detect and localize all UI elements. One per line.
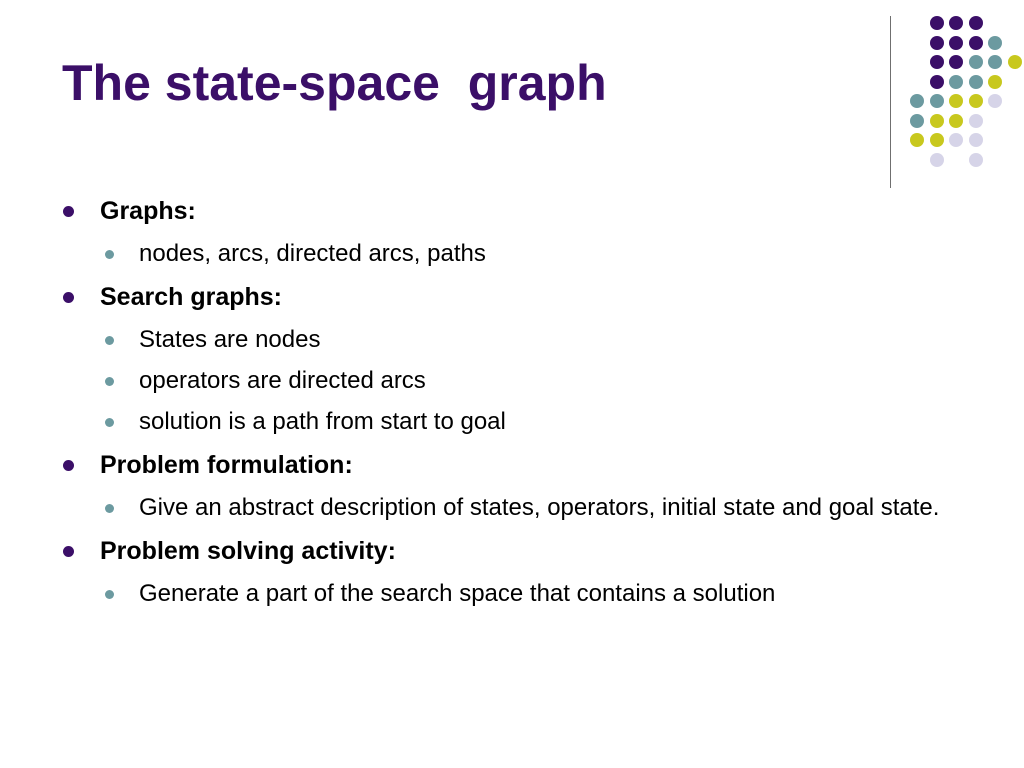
decor-dot [930,94,944,108]
sub-bullet-text: Generate a part of the search space that contains a solution [139,580,776,607]
sub-bullet-icon [105,418,114,427]
decor-dot [988,55,1002,69]
decor-dot [1008,55,1022,69]
decor-dot [949,75,963,89]
bullet-text: Graphs: [100,197,196,225]
sub-bullet-text: operators are directed arcs [139,367,426,394]
sub-bullet [60,324,970,356]
decor-dot [949,114,963,128]
bullet-icon [63,546,74,557]
decor-dot [910,133,924,147]
sub-bullet-icon [105,377,114,386]
sub-bullet-icon [105,336,114,345]
sub-bullet-text: nodes, arcs, directed arcs, paths [139,240,486,267]
sub-bullet-text: States are nodes [139,326,321,353]
decor-dot [969,153,983,167]
bullet-icon [63,292,74,303]
sub-bullet-icon [105,250,114,259]
slide-body [60,196,970,619]
decor-dot [969,16,983,30]
bullet-graphs [60,196,970,226]
decor-dot [949,36,963,50]
decor-dot [930,55,944,69]
decor-dot [969,94,983,108]
decor-dot [969,133,983,147]
sub-bullet-text: solution is a path from start to goal [139,408,506,435]
bullet-search-graphs [60,282,970,312]
slide-title: The state-space graph [62,55,607,111]
bullet-icon [63,460,74,471]
decor-dot [930,133,944,147]
sub-bullet [60,365,970,397]
bullet-text: Problem formulation: [100,451,353,479]
sub-bullet [60,406,970,438]
decor-dot [930,36,944,50]
sub-bullet-icon [105,590,114,599]
decor-dot [949,133,963,147]
decor-dot [969,114,983,128]
bullet-icon [63,206,74,217]
bullet-text: Problem solving activity: [100,537,396,565]
decor-dot [930,16,944,30]
decor-dot [988,75,1002,89]
decor-dot [930,153,944,167]
sub-bullet [60,238,970,270]
decor-dot [930,75,944,89]
decor-dot [969,36,983,50]
decor-dot [949,16,963,30]
decorative-dot-grid [900,10,1010,170]
title-divider-line [890,16,891,188]
decor-dot [949,55,963,69]
sub-bullet-text: Give an abstract description of states, operators, initial state and goal state. [139,494,940,521]
decor-dot [949,94,963,108]
decor-dot [988,94,1002,108]
bullet-problem-solving-activity [60,536,970,566]
decor-dot [930,114,944,128]
decor-dot [910,94,924,108]
decor-dot [988,36,1002,50]
decor-dot [910,114,924,128]
sub-bullet [60,578,970,610]
bullet-problem-formulation [60,450,970,480]
sub-bullet-icon [105,504,114,513]
decor-dot [969,55,983,69]
decor-dot [969,75,983,89]
bullet-text: Search graphs: [100,283,283,311]
sub-bullet [60,492,970,524]
